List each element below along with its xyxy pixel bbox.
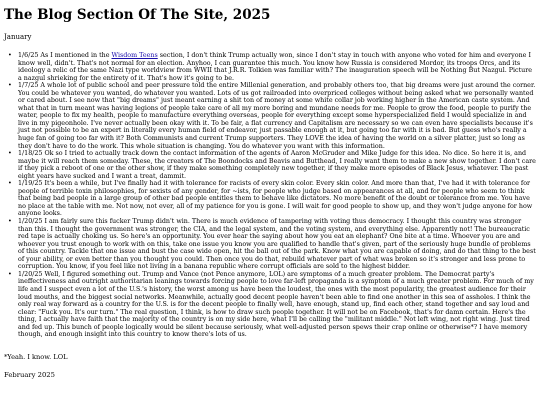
entry-text-before-link: 1/6/25 As I mentioned in the xyxy=(18,52,112,59)
month-heading-january: January xyxy=(4,33,32,41)
blog-entry: • 1/19/25 It's been a while, but I've finally had it with tolerance for racists of every skin color. Every skin color. And more than that, I've had it with tolerance for people of terrible toxin philosophies, for sexists of any gender, for ~ists, for people who judge based on appearances at all, and for people who seem to think that being bad people in a large group of other bad people entitles them to behave like dictators. No more benefit of the doubt or tolerance from me. You have no place at the table with me. Not now, not ever, all of my patience for you is gone. I will wait for good people to show up, and they won't judge anyone for how anyone looks. xyxy=(18,180,536,218)
blog-entry: • 1/20/25 I am fairly sure this fucker Trump didn't win. There is much evidence of tampering with voting thus democracy. I thought this country was stronger than this. I thought the government was stronger, the CIA, and the legal system, and the voting system, and everything else. Apparently not! The bureaucratic red tape is actually choking us. So here's an opportunity. You ever hear the saying about how you eat an elephant? One bite at a time. Whoever you are and whoever you trust enough to work with on this, take one issue you know you are qualified to handle that's given, part of the seriously huge bundle of problems of this country. Tackle that one issue and bust the case wide open, hit the ball out of the park. Know what you are capable of doing, and do that thing to the best of your ability, or even better than you thought you could. Then once you do that, rebuild whatever part of what was broken so it's stronger and less prone to corruption. You know, if you feel like not living in a banana republic where corrupt officials are sold to the highest bidder. xyxy=(18,218,536,271)
month-heading-february: February 2025 xyxy=(4,370,55,379)
blog-entry: • 1/20/25 Well, I figured something out. Trump and Vance (not Pence anymore, LOL) are symptoms of a much greater problem. The Democrat party's ineffectiveness and outright authoritarian leanings towards forcing people to love far-left propaganda is a symptom of a much greater problem. For much of my life and I suspect even a lot of the U.S.'s history, the worst among us have been the loudest, the ones with the most popularity, the greatest audience for their loud mouths, and the biggest social networks. Meanwhile, actually good decent people haven't been able to find one another in this sea of assholes. I think the only real way forward as a country for the U.S. is for the decent people to finally well, have enough, stand up, find each other, stand together and say loud and clear: "Fuck you. It's our turn." The real question, I think, is how to draw such people together. It will not be on Facebook, that's for damn certain. Here's the thing, I actually have faith that the majority of the country is on my side here, what I'll be calling the "militant middle." Not left wing, not right wing. Just tired and fed up. This bunch of people logically would be silent because seriously, what well-adjusted person spews their crap online or otherwise*? I have memory though, and enough insight into this country to know there's lots of us. xyxy=(18,271,536,339)
entry-text-after-link: section, I don't think Trump actually won, since I don't stay in touch with anyone who voted for him and everyone I know well, didn't. That's not normal for an election. Anyhoo, I can guarantee this much. You know how Russia is considered Mordor, its troops Orcs, and its ideology a relic of the same Nazi type worldview from WWII that J.R.R. Tolkien was familiar with? The inauguration speech will be Nothing But Nazgul. Picture a nazgul shrieking for the entirety of it. That's how it's going to be. xyxy=(18,52,533,82)
blog-entry xyxy=(18,52,536,82)
blog-entry: • 1/7/25 A whole lot of public school and peer pressure told the entire Millenial generation, and probably others too, that big dreams were just around the corner. You could be whatever you wanted, do whatever you wanted. Lots of us got railroaded into overpriced colleges without being asked what we personally wanted or cared about. I see now that "big dreams" just meant earning a shit ton of money at some white collar job working higher in the American caste system. And what that in turn meant was having legions of people take care of all my more boring and mundane needs for me. People to grow the food, people to purify the water, people to fix my health, people to manufacture everything overseas, people for everything except some hyperspecialized field I would specialize in and live in my pigeonhole. I've never actually been okay with it. To be fair, a flat currency and Capitalism are necessary so we can even have specialists because it's just not possible to be an expert in literally every human field of endeavor, just passable enough at it, but going too far with it is bad. But guess who's really a huge fan of going too far with it? Both Communists and current Trump supporters. They LOVE the idea of having the world on a silver platter, just so long as they don't have to do the work. This whole situation is changing. You do whatever you want with this information. xyxy=(18,82,536,150)
wisdom-teens-link[interactable]: Wisdom Teens xyxy=(111,52,158,59)
blog-entry-list xyxy=(4,52,536,339)
blog-entry: • 1/18/25 Ok so I tried to actually track down the contact information of the agents of Aaron McGruder and Mike Judge for this idea. No dice. So here it is, and maybe it will reach them someday. These, the creators of The Boondocks and Beavis and Butthead, I really want them to make a new show together. I don't care if they pick a reboot of one or the other show, if they make something completely new together, if they make more episodes of Black Jesus, whatever. The past eight years have sucked and I want a treat, dammit. xyxy=(18,150,536,180)
footnote: *Yeah. I know. LOL xyxy=(4,352,68,361)
page-title: The Blog Section Of The Site, 2025 xyxy=(4,7,271,23)
